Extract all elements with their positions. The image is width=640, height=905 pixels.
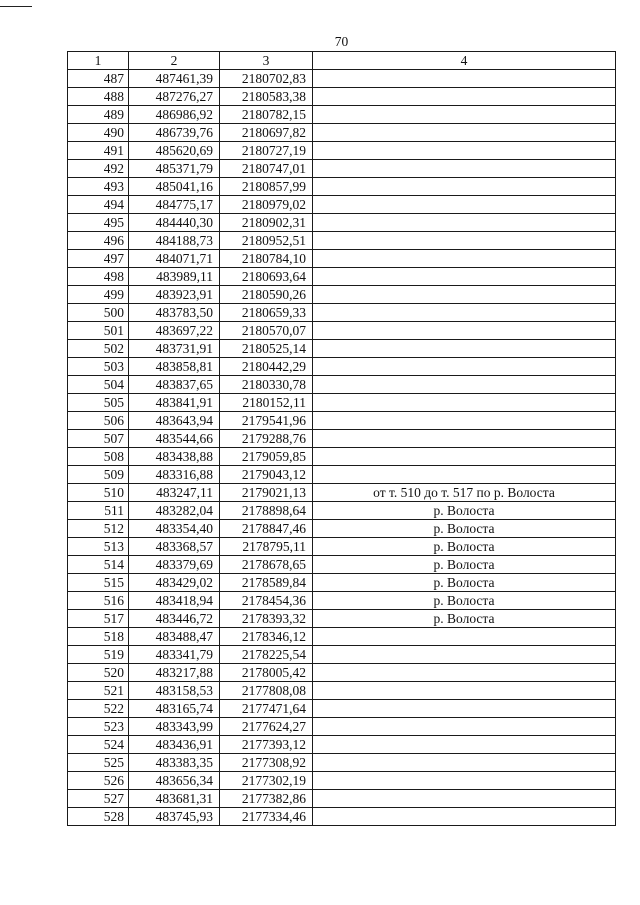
x-coordinate-cell: 483436,91 (129, 736, 220, 754)
y-coordinate-cell: 2177471,64 (220, 700, 313, 718)
description-cell (313, 286, 616, 304)
description-cell (313, 214, 616, 232)
point-number-cell: 510 (68, 484, 129, 502)
table-row (68, 610, 616, 628)
y-coordinate-cell: 2180583,38 (220, 88, 313, 106)
y-coordinate-cell: 2178005,42 (220, 664, 313, 682)
y-coordinate-cell: 2180784,10 (220, 250, 313, 268)
table-row (68, 520, 616, 538)
point-number-cell: 514 (68, 556, 129, 574)
point-number-cell: 497 (68, 250, 129, 268)
x-coordinate-cell: 486986,92 (129, 106, 220, 124)
table-row (68, 664, 616, 682)
x-coordinate-cell: 484188,73 (129, 232, 220, 250)
table-row (68, 592, 616, 610)
point-number-cell: 494 (68, 196, 129, 214)
y-coordinate-cell: 2179288,76 (220, 430, 313, 448)
y-coordinate-cell: 2180570,07 (220, 322, 313, 340)
description-cell (313, 160, 616, 178)
y-coordinate-cell: 2177302,19 (220, 772, 313, 790)
description-cell (313, 448, 616, 466)
table-row (68, 484, 616, 502)
x-coordinate-cell: 483681,31 (129, 790, 220, 808)
table-row (68, 682, 616, 700)
table-row (68, 808, 616, 826)
point-number-cell: 502 (68, 340, 129, 358)
point-number-cell: 522 (68, 700, 129, 718)
table-row (68, 142, 616, 160)
point-number-cell: 500 (68, 304, 129, 322)
y-coordinate-cell: 2180697,82 (220, 124, 313, 142)
description-cell (313, 340, 616, 358)
description-cell (313, 718, 616, 736)
description-cell (313, 88, 616, 106)
description-cell (313, 322, 616, 340)
x-coordinate-cell: 483989,11 (129, 268, 220, 286)
x-coordinate-cell: 483354,40 (129, 520, 220, 538)
x-coordinate-cell: 483341,79 (129, 646, 220, 664)
point-number-cell: 506 (68, 412, 129, 430)
description-cell (313, 196, 616, 214)
y-coordinate-cell: 2180442,29 (220, 358, 313, 376)
table-row (68, 412, 616, 430)
table-row (68, 502, 616, 520)
y-coordinate-cell: 2180782,15 (220, 106, 313, 124)
x-coordinate-cell: 483745,93 (129, 808, 220, 826)
table-row (68, 214, 616, 232)
description-cell (313, 412, 616, 430)
x-coordinate-cell: 483923,91 (129, 286, 220, 304)
table-row (68, 646, 616, 664)
table-row (68, 88, 616, 106)
table-row (68, 232, 616, 250)
table-row (68, 772, 616, 790)
x-coordinate-cell: 483643,94 (129, 412, 220, 430)
y-coordinate-cell: 2180727,19 (220, 142, 313, 160)
y-coordinate-cell: 2178678,65 (220, 556, 313, 574)
point-number-cell: 512 (68, 520, 129, 538)
x-coordinate-cell: 483446,72 (129, 610, 220, 628)
x-coordinate-cell: 484775,17 (129, 196, 220, 214)
table-row (68, 394, 616, 412)
description-cell (313, 736, 616, 754)
point-number-cell: 499 (68, 286, 129, 304)
table-row (68, 430, 616, 448)
point-number-cell: 507 (68, 430, 129, 448)
point-number-cell: 487 (68, 70, 129, 88)
description-cell (313, 430, 616, 448)
y-coordinate-cell: 2180525,14 (220, 340, 313, 358)
point-number-cell: 516 (68, 592, 129, 610)
table-row (68, 70, 616, 88)
table-row (68, 538, 616, 556)
point-number-cell: 496 (68, 232, 129, 250)
description-cell (313, 376, 616, 394)
x-coordinate-cell: 485041,16 (129, 178, 220, 196)
table-row (68, 466, 616, 484)
table-row (68, 700, 616, 718)
description-cell: р. Волоста (313, 574, 616, 592)
point-number-cell: 528 (68, 808, 129, 826)
description-cell (313, 124, 616, 142)
table-row (68, 376, 616, 394)
description-cell (313, 106, 616, 124)
description-cell (313, 304, 616, 322)
table-row (68, 556, 616, 574)
y-coordinate-cell: 2178795,11 (220, 538, 313, 556)
point-number-cell: 491 (68, 142, 129, 160)
table-row (68, 790, 616, 808)
x-coordinate-cell: 483656,34 (129, 772, 220, 790)
column-header: 3 (220, 52, 313, 70)
table-row (68, 340, 616, 358)
x-coordinate-cell: 483368,57 (129, 538, 220, 556)
y-coordinate-cell: 2179541,96 (220, 412, 313, 430)
description-cell (313, 682, 616, 700)
x-coordinate-cell: 483165,74 (129, 700, 220, 718)
x-coordinate-cell: 483343,99 (129, 718, 220, 736)
y-coordinate-cell: 2180952,51 (220, 232, 313, 250)
x-coordinate-cell: 483488,47 (129, 628, 220, 646)
description-cell (313, 358, 616, 376)
table-row (68, 178, 616, 196)
description-cell (313, 70, 616, 88)
point-number-cell: 515 (68, 574, 129, 592)
point-number-cell: 504 (68, 376, 129, 394)
point-number-cell: 525 (68, 754, 129, 772)
description-cell (313, 628, 616, 646)
description-cell: р. Волоста (313, 502, 616, 520)
y-coordinate-cell: 2179021,13 (220, 484, 313, 502)
description-cell: р. Волоста (313, 520, 616, 538)
point-number-cell: 519 (68, 646, 129, 664)
point-number-cell: 505 (68, 394, 129, 412)
y-coordinate-cell: 2178393,32 (220, 610, 313, 628)
table-row (68, 754, 616, 772)
point-number-cell: 526 (68, 772, 129, 790)
table-row (68, 196, 616, 214)
y-coordinate-cell: 2177393,12 (220, 736, 313, 754)
table-row (68, 358, 616, 376)
y-coordinate-cell: 2180902,31 (220, 214, 313, 232)
x-coordinate-cell: 483158,53 (129, 682, 220, 700)
x-coordinate-cell: 483731,91 (129, 340, 220, 358)
description-cell (313, 772, 616, 790)
table-row (68, 448, 616, 466)
x-coordinate-cell: 485371,79 (129, 160, 220, 178)
x-coordinate-cell: 483544,66 (129, 430, 220, 448)
point-number-cell: 501 (68, 322, 129, 340)
description-cell (313, 790, 616, 808)
table-row (68, 268, 616, 286)
y-coordinate-cell: 2180590,26 (220, 286, 313, 304)
y-coordinate-cell: 2180152,11 (220, 394, 313, 412)
column-header: 2 (129, 52, 220, 70)
x-coordinate-cell: 484071,71 (129, 250, 220, 268)
x-coordinate-cell: 487461,39 (129, 70, 220, 88)
x-coordinate-cell: 483858,81 (129, 358, 220, 376)
description-cell (313, 250, 616, 268)
table-row (68, 628, 616, 646)
description-cell (313, 268, 616, 286)
y-coordinate-cell: 2179059,85 (220, 448, 313, 466)
table-row (68, 106, 616, 124)
y-coordinate-cell: 2178589,84 (220, 574, 313, 592)
x-coordinate-cell: 483379,69 (129, 556, 220, 574)
column-header: 4 (313, 52, 616, 70)
point-number-cell: 492 (68, 160, 129, 178)
point-number-cell: 518 (68, 628, 129, 646)
description-cell (313, 178, 616, 196)
x-coordinate-cell: 483247,11 (129, 484, 220, 502)
table-row (68, 250, 616, 268)
x-coordinate-cell: 485620,69 (129, 142, 220, 160)
table-row (68, 574, 616, 592)
y-coordinate-cell: 2178346,12 (220, 628, 313, 646)
table-row (68, 304, 616, 322)
point-number-cell: 488 (68, 88, 129, 106)
page-number: 70 (334, 34, 349, 49)
point-number-cell: 489 (68, 106, 129, 124)
table-row (68, 718, 616, 736)
y-coordinate-cell: 2177308,92 (220, 754, 313, 772)
point-number-cell: 527 (68, 790, 129, 808)
point-number-cell: 521 (68, 682, 129, 700)
description-cell: от т. 510 до т. 517 по р. Волоста (313, 484, 616, 502)
x-coordinate-cell: 487276,27 (129, 88, 220, 106)
y-coordinate-cell: 2180857,99 (220, 178, 313, 196)
table-row (68, 736, 616, 754)
x-coordinate-cell: 483418,94 (129, 592, 220, 610)
table-row (68, 322, 616, 340)
coordinates-table (67, 51, 616, 826)
x-coordinate-cell: 486739,76 (129, 124, 220, 142)
description-cell (313, 664, 616, 682)
x-coordinate-cell: 483316,88 (129, 466, 220, 484)
x-coordinate-cell: 484440,30 (129, 214, 220, 232)
x-coordinate-cell: 483429,02 (129, 574, 220, 592)
point-number-cell: 508 (68, 448, 129, 466)
table-header-row (68, 52, 616, 70)
table-body (68, 70, 616, 826)
y-coordinate-cell: 2177382,86 (220, 790, 313, 808)
description-cell (313, 700, 616, 718)
y-coordinate-cell: 2180330,78 (220, 376, 313, 394)
x-coordinate-cell: 483282,04 (129, 502, 220, 520)
point-number-cell: 524 (68, 736, 129, 754)
x-coordinate-cell: 483783,50 (129, 304, 220, 322)
y-coordinate-cell: 2177624,27 (220, 718, 313, 736)
point-number-cell: 513 (68, 538, 129, 556)
y-coordinate-cell: 2178847,46 (220, 520, 313, 538)
table-row (68, 160, 616, 178)
description-cell (313, 394, 616, 412)
table-row (68, 124, 616, 142)
y-coordinate-cell: 2180693,64 (220, 268, 313, 286)
y-coordinate-cell: 2178225,54 (220, 646, 313, 664)
point-number-cell: 503 (68, 358, 129, 376)
point-number-cell: 495 (68, 214, 129, 232)
description-cell: р. Волоста (313, 538, 616, 556)
x-coordinate-cell: 483837,65 (129, 376, 220, 394)
description-cell: р. Волоста (313, 556, 616, 574)
y-coordinate-cell: 2177334,46 (220, 808, 313, 826)
description-cell: р. Волоста (313, 610, 616, 628)
x-coordinate-cell: 483438,88 (129, 448, 220, 466)
description-cell: р. Волоста (313, 592, 616, 610)
y-coordinate-cell: 2180702,83 (220, 70, 313, 88)
point-number-cell: 520 (68, 664, 129, 682)
point-number-cell: 509 (68, 466, 129, 484)
description-cell (313, 466, 616, 484)
description-cell (313, 646, 616, 664)
y-coordinate-cell: 2178454,36 (220, 592, 313, 610)
column-header: 1 (68, 52, 129, 70)
point-number-cell: 493 (68, 178, 129, 196)
table-row (68, 286, 616, 304)
point-number-cell: 517 (68, 610, 129, 628)
y-coordinate-cell: 2177808,08 (220, 682, 313, 700)
point-number-cell: 511 (68, 502, 129, 520)
point-number-cell: 490 (68, 124, 129, 142)
corner-mark (0, 6, 32, 7)
y-coordinate-cell: 2178898,64 (220, 502, 313, 520)
description-cell (313, 808, 616, 826)
y-coordinate-cell: 2179043,12 (220, 466, 313, 484)
x-coordinate-cell: 483841,91 (129, 394, 220, 412)
description-cell (313, 232, 616, 250)
x-coordinate-cell: 483697,22 (129, 322, 220, 340)
description-cell (313, 754, 616, 772)
description-cell (313, 142, 616, 160)
x-coordinate-cell: 483217,88 (129, 664, 220, 682)
point-number-cell: 498 (68, 268, 129, 286)
x-coordinate-cell: 483383,35 (129, 754, 220, 772)
point-number-cell: 523 (68, 718, 129, 736)
y-coordinate-cell: 2180979,02 (220, 196, 313, 214)
y-coordinate-cell: 2180659,33 (220, 304, 313, 322)
y-coordinate-cell: 2180747,01 (220, 160, 313, 178)
